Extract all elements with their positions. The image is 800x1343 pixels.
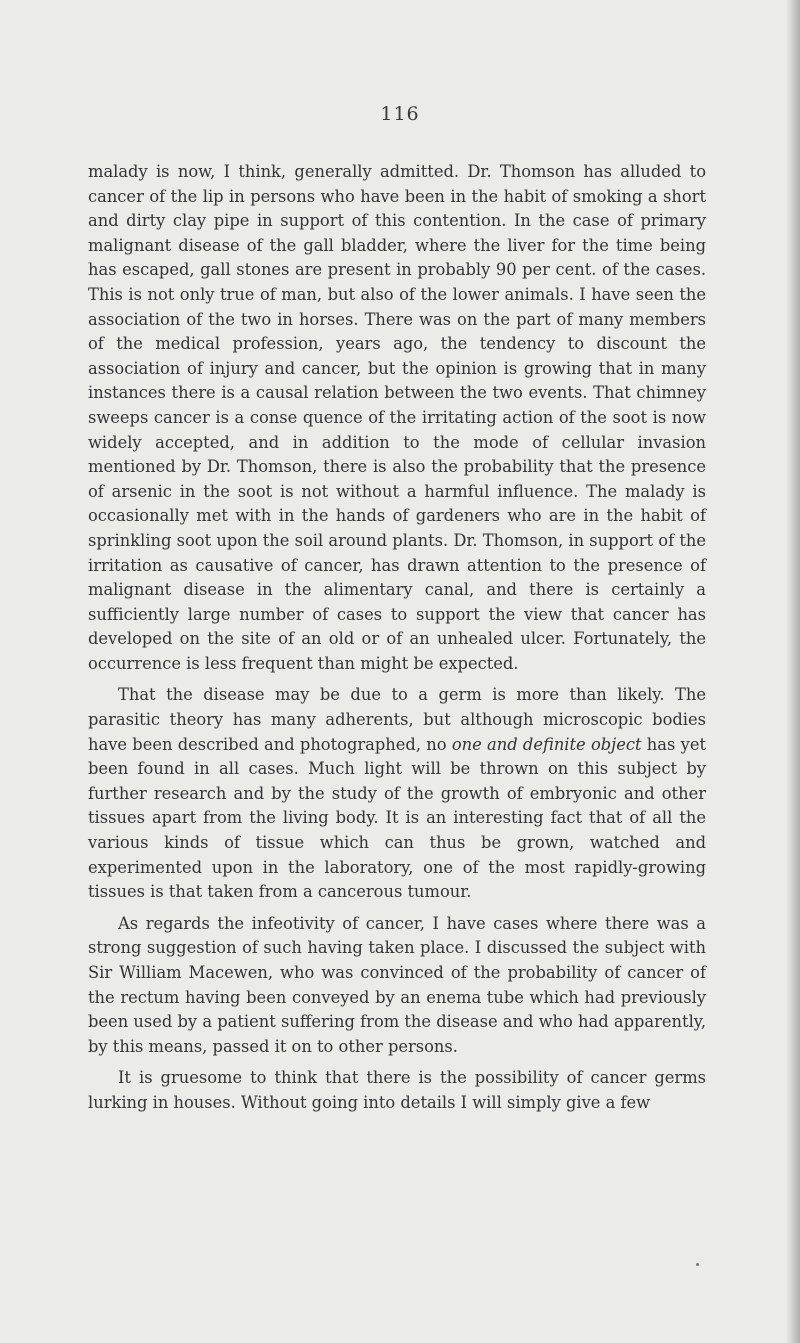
paragraph-4: It is gruesome to think that there is the possibility of cancer germs lurking in houses. Without going into details I will simply give a few (88, 1068, 706, 1112)
paragraph-2 (88, 683, 706, 904)
body-text (88, 160, 706, 1123)
page-number: 116 (380, 103, 420, 125)
print-speck (696, 1263, 699, 1266)
page-edge-shadow (786, 0, 800, 1343)
paragraph-2-italic-phrase: one and definite object (451, 734, 642, 754)
paragraph-2-start: That the disease may be due to a germ is more than likely. The parasitic theory has many adherents, but although microscopic bodies have been described and photographed, no (88, 685, 706, 754)
paragraph-2-end: has yet been found in all cases. Much light will be thrown on this subject by further research and by the study of the growth of embryonic and other tissues apart from the living body. It is an interesting fact that of all the various kinds of tissue which can thus be grown, watched and experimented upon in the laboratory, one of the most rapidly-growing tissues is that taken from a cancerous tumour. (88, 734, 706, 902)
paragraph-3: As regards the infeotivity of cancer, I have cases where there was a strong suggestion of such having taken place. I discussed the subject with Sir William Macewen, who was convinced of the probability of cancer of the rectum having been conveyed by an enema tube which had previously been used by a patient suffering from the disease and who had apparently, by this means, passed it on to other persons. (88, 913, 706, 1056)
paragraph-1: malady is now, I think, generally admitted. Dr. Thomson has alluded to cancer of the lip in persons who have been in the habit of smoking a short and dirty clay pipe in support of this contention. In the case of primary malignant disease of the gall bladder, where the liver for the time being has escaped, gall stones are present in probably 90 per cent. of the cases. This is not only true of man, but also of the lower animals. I have seen the association of the two in horses. There was on the part of many members of the medical profession, years ago, the tendency to discount the association of injury and cancer, but the opinion is growing that in many instances there is a causal relation between the two events. That chimney sweeps cancer is a conse quence of the irritating action of the soot is now widely accepted, and in addition to the mode of cellular invasion mentioned by Dr. Thomson, there is also the probability that the presence of arsenic in the soot is not without a harmful influence. The malady is occasionally met with in the hands of gardeners who are in the habit of sprinkling soot upon the soil around plants. Dr. Thomson, in support of the irritation as causative of cancer, has drawn attention to the presence of malignant disease in the alimentary canal, and there is certainly a sufficiently large number of cases to support the view that cancer has developed on the site of an old or of an unhealed ulcer. Fortunately, the occurrence is less frequent than might be expected. (88, 162, 706, 673)
